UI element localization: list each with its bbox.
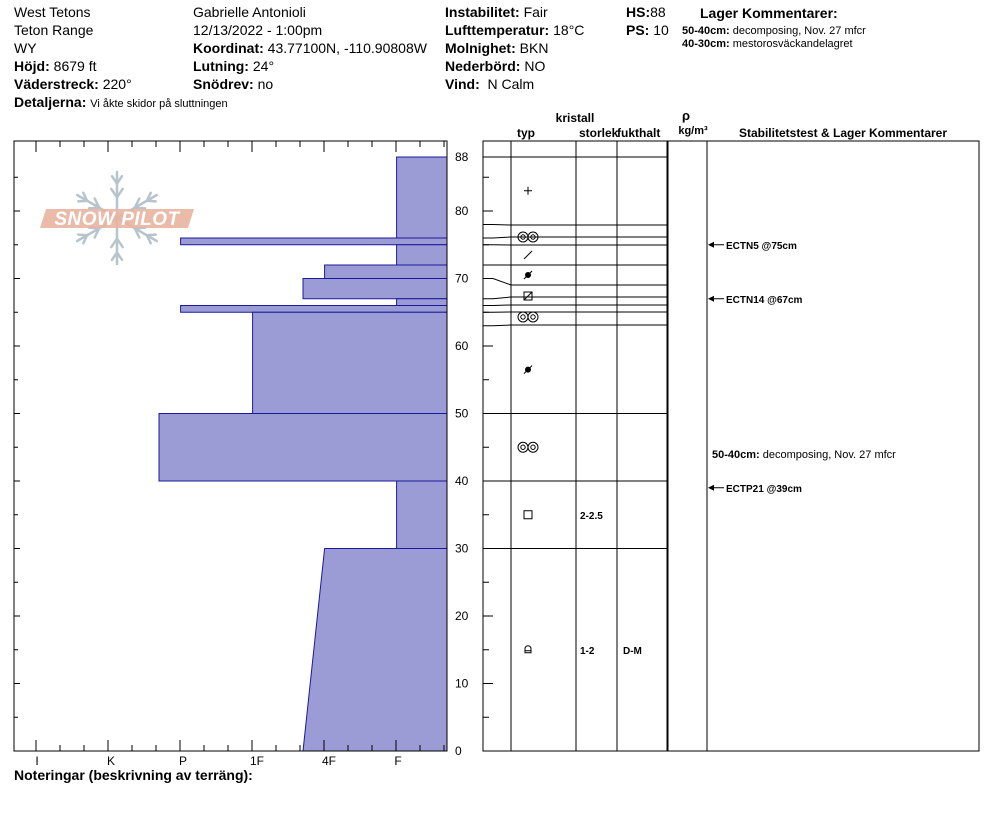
stability-test-label: ECTN14 @67cm: [726, 294, 803, 306]
layer-connector: [483, 279, 511, 286]
ring-inner: [531, 445, 535, 449]
stability-test-label: ECTN5 @75cm: [726, 240, 797, 252]
cup-shape: [525, 646, 531, 653]
hardness-bar: [253, 312, 447, 413]
observer-name: Gabrielle Antonioli: [193, 4, 306, 20]
depth-tick-label: 80: [455, 204, 469, 218]
hs-value: 88: [650, 4, 666, 20]
instabilitet-value: Fair: [523, 4, 548, 20]
grain-symbol-double-ring: [518, 442, 538, 452]
ring-outer: [518, 312, 528, 322]
ring-outer: [528, 442, 538, 452]
molnighet-value: BKN: [519, 40, 549, 56]
test-arrow-head: [708, 485, 714, 491]
vaderstreck-value: 220°: [102, 76, 132, 92]
grain-symbol-double-ring: [518, 312, 538, 322]
layer-connector: [483, 237, 511, 238]
nederbord-label: Nederbörd:: [445, 58, 521, 74]
hardness-tick-label: I: [35, 754, 39, 768]
wetness-value: D-M: [623, 645, 642, 657]
slash: [524, 292, 532, 300]
hardness-tick-label: P: [178, 754, 188, 768]
hardness-bar: [397, 245, 447, 265]
grain-symbol-dot-slash: [524, 366, 532, 374]
depth-tick-label: 30: [455, 541, 469, 556]
depth-tick-label: 0: [455, 744, 462, 758]
layer-comment-range: 50-40cm:: [712, 449, 763, 461]
column-header-density-unit: kg/m³: [678, 125, 708, 137]
nederbord-value: NO: [524, 58, 546, 74]
column-header-kristall: kristall: [555, 111, 595, 125]
layer-connector: [483, 297, 511, 299]
grain-symbol-slash: [524, 251, 532, 259]
ring-inner: [531, 315, 535, 319]
hardness-bar: [303, 279, 447, 299]
lufttemperatur-label: Lufttemperatur:: [445, 22, 550, 38]
grain-symbol-plus: [524, 187, 532, 195]
hardness-bar: [159, 414, 447, 482]
column-header-stabilitet: Stabilitetstest & Lager Kommentarer: [738, 126, 948, 140]
ps-label: PS:: [626, 22, 650, 38]
koordinat-label: Koordinat:: [193, 40, 264, 56]
square: [524, 511, 532, 519]
table-frame: [483, 141, 979, 751]
column-header-fukthalt: fukthalt: [617, 126, 661, 140]
layer-comment: [712, 449, 896, 461]
instabilitet-label: Instabilitet:: [445, 4, 520, 20]
test-arrow-head: [708, 296, 714, 302]
hardness-profile: [159, 157, 447, 751]
lager-comment-range: 50-40cm:: [682, 25, 730, 37]
lutning-label: Lutning:: [193, 58, 249, 74]
hardness-bar: [181, 306, 447, 313]
stability-test-label: ECTP21 @39cm: [726, 483, 802, 495]
slash: [524, 251, 532, 259]
lutning-value: 24°: [252, 58, 275, 74]
ps-value: 10: [653, 22, 669, 38]
snodrev-label: Snödrev:: [193, 76, 254, 92]
column-header-storlek: storlek: [579, 126, 619, 140]
flake-branch: [147, 201, 156, 202]
detaljerna-label: Detaljerna:: [14, 94, 87, 110]
hardness-tick-label: 4F: [321, 754, 337, 768]
hardness-bar: [397, 157, 447, 238]
hardness-bar: [397, 299, 447, 306]
grain-size-value: 2-2.5: [580, 510, 603, 522]
hojd-value: 8679 ft: [53, 58, 97, 74]
depth-tick-label: 10: [455, 676, 469, 691]
hardness-bar: [303, 549, 447, 752]
depth-tick-label: 60: [455, 339, 469, 353]
location-name: West Tetons: [14, 4, 91, 20]
grain-size-value: 1-2: [580, 645, 595, 657]
hojd-label: Höjd:: [14, 58, 50, 74]
detaljerna-value: Vi åkte skidor på sluttningen: [90, 98, 228, 110]
hardness-tick-label: F: [394, 754, 402, 768]
depth-tick-label: 88: [455, 150, 469, 164]
vind-value: N Calm: [487, 76, 535, 92]
hardness-tick-label: 1F: [249, 754, 265, 768]
depth-tick-label: 50: [455, 406, 469, 421]
noteringar-label: Noteringar (beskrivning av terräng):: [14, 767, 253, 783]
depth-tick-label: 70: [455, 271, 469, 286]
state-name: WY: [14, 40, 37, 56]
hs-label: HS:: [626, 4, 651, 20]
stratigraphy-table: [483, 108, 979, 751]
snodrev-value: no: [257, 76, 274, 92]
grain-symbol-cup: [525, 646, 531, 653]
hardness-bar: [181, 238, 447, 245]
ring-outer: [518, 442, 528, 452]
lager-kommentarer-title: Lager Kommentarer:: [700, 5, 838, 21]
range-name: Teton Range: [14, 22, 94, 38]
layer-comment-text: decomposing, Nov. 27 mfcr: [762, 449, 896, 461]
depth-tick-label: 20: [455, 609, 469, 623]
grain-symbol-square-slash: [524, 292, 532, 300]
lager-comment-text: mestorosväckandelagret: [732, 38, 853, 50]
lager-comment-text: decomposing, Nov. 27 mfcr: [732, 25, 866, 37]
lufttemperatur-value: 18°C: [553, 22, 585, 38]
molnighet-label: Molnighet:: [445, 40, 516, 56]
layer-connector: [483, 325, 511, 326]
lager-comment-range: 40-30cm:: [682, 38, 730, 50]
layer-connector: [483, 305, 511, 306]
test-arrow-head: [708, 242, 714, 248]
ring-inner: [521, 445, 525, 449]
ring-inner: [521, 315, 525, 319]
vind-label: Vind:: [445, 76, 480, 92]
column-header-rho: ρ: [681, 108, 691, 123]
koordinat-value: 43.77100N, -110.90808W: [267, 40, 427, 56]
snowpilot-logo: [40, 172, 194, 264]
grain-symbol-double-ring: [518, 232, 538, 242]
logo-text: SNOW PILOT: [54, 209, 180, 230]
grain-symbol-dot-slash: [524, 271, 532, 279]
hardness-bar: [325, 265, 447, 279]
hardness-tick-label: K: [106, 754, 116, 768]
ring-outer: [528, 312, 538, 322]
hardness-bar: [397, 481, 447, 549]
vaderstreck-label: Väderstreck:: [14, 76, 99, 92]
layer-connector: [483, 225, 511, 226]
observation-datetime: 12/13/2022 - 1:00pm: [193, 22, 323, 38]
flake-branch: [78, 235, 87, 236]
grain-symbol-square: [524, 511, 532, 519]
column-header-typ: typ: [517, 126, 535, 140]
depth-tick-label: 40: [455, 474, 469, 488]
